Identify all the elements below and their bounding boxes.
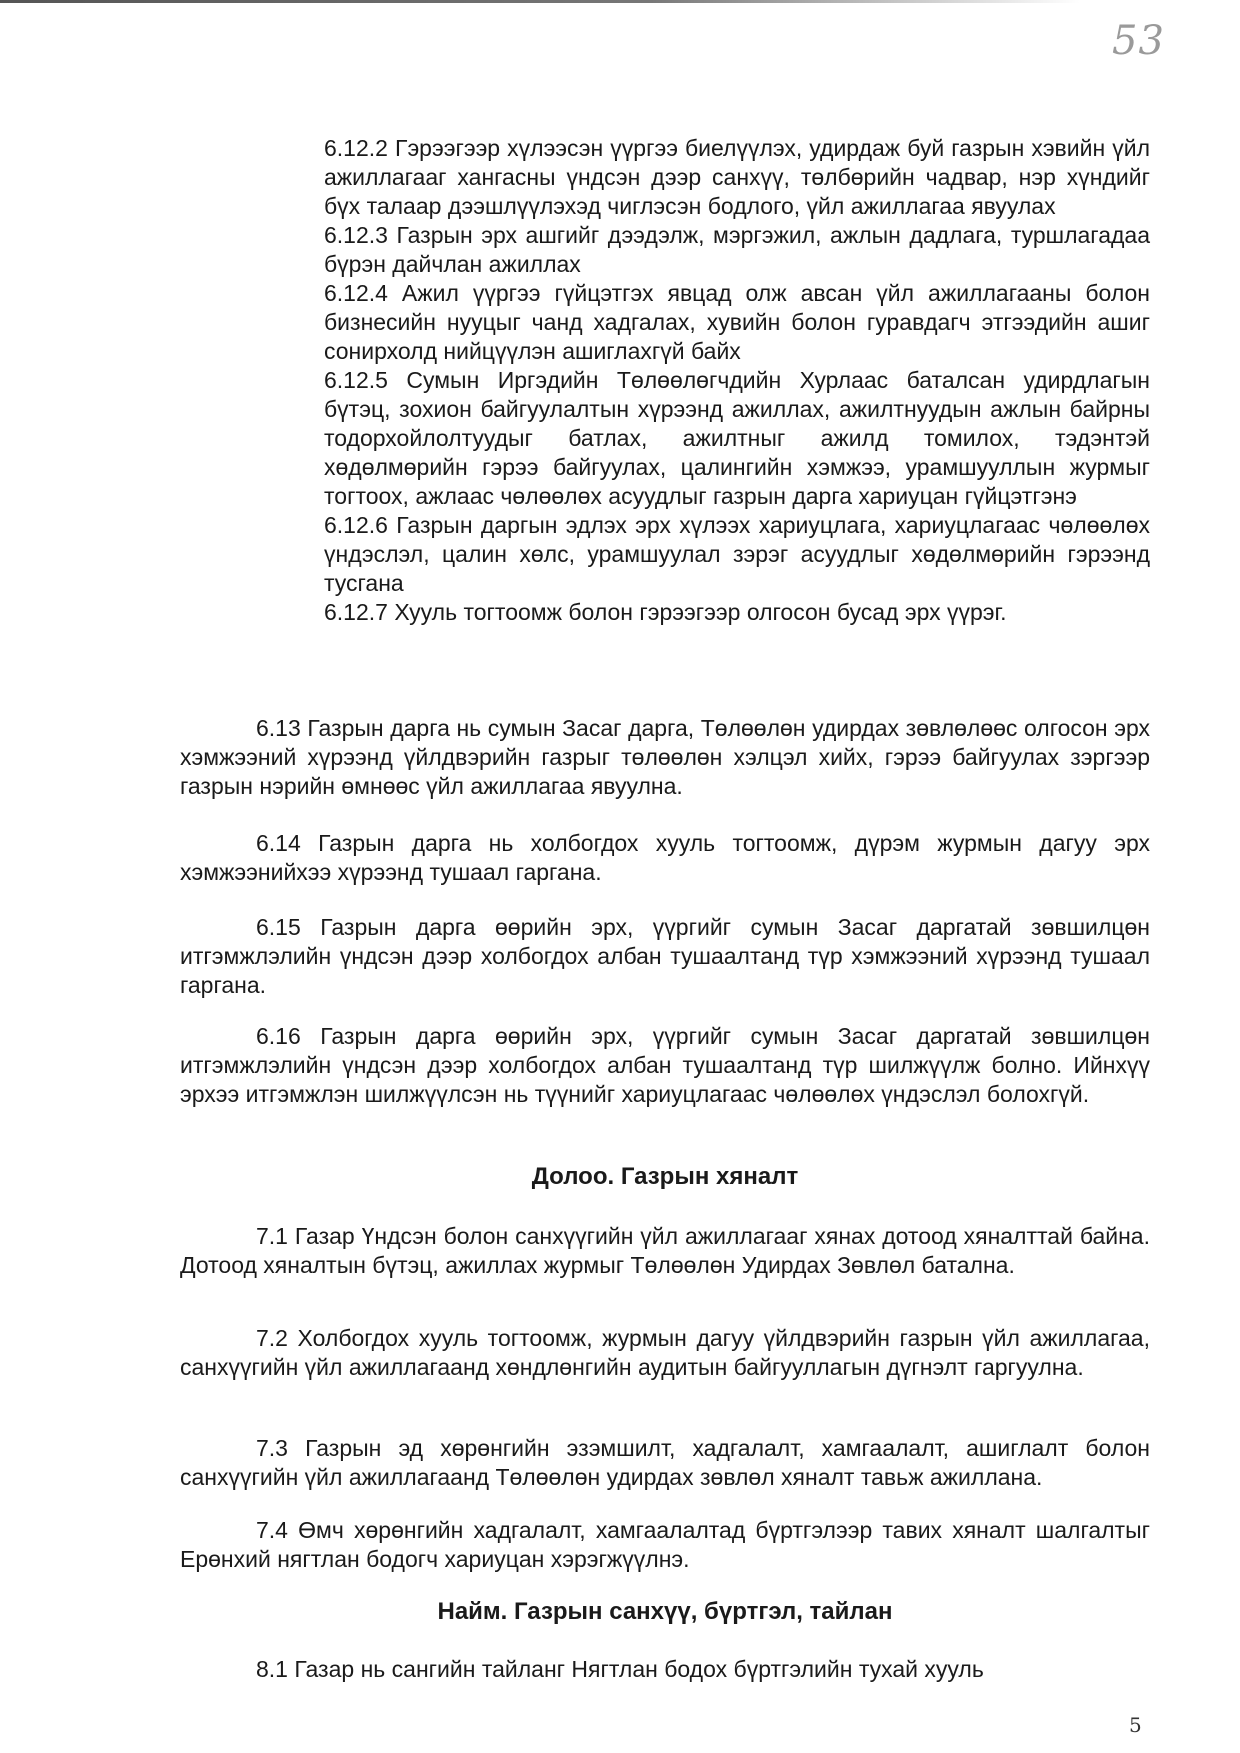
sub-item-6-12-3: 6.12.3 Газрын эрх ашгийг дээдэлж, мэргэжил, ажлын дадлага, туршлагадаа бүрэн дайчлан ажиллах [324, 222, 1150, 277]
paragraph-6-13 [180, 714, 1150, 801]
scan-top-edge [0, 0, 1080, 3]
paragraph-7-1-text: 7.1 Газар Үндсэн болон санхүүгийн үйл ажиллагааг хянах дотоод хяналттай байна. Дотоод хяналтын бүтэц, ажиллах журмыг Төлөөлөн Удирдах Зөвлөл батална. [180, 1223, 1150, 1278]
paragraph-7-2 [180, 1324, 1150, 1382]
paragraph-6-15 [180, 913, 1150, 1000]
sub-item-6-12-6: 6.12.6 Газрын даргын эдлэх эрх хүлээх хариуцлага, хариуцлагаас чөлөөлөх үндэслэл, цалин хөлс, урамшуулал зэрэг асуудлыг хөдөлмөрийн гэрээнд тусгана [324, 512, 1150, 596]
page-number: 5 [1129, 1713, 1142, 1737]
section-7-heading: Долоо. Газрын хяналт [531, 1163, 799, 1190]
paragraph-6-14-text: 6.14 Газрын дарга нь холбогдох хууль тогтоомж, дүрэм журмын дагуу эрх хэмжээнийхээ хүрээнд тушаал гаргана. [180, 830, 1150, 885]
sub-item-6-12-7: 6.12.7 Хууль тогтоомж болон гэрээгээр олгосон бусад эрх үүрэг. [324, 599, 1007, 625]
paragraph-6-13-text: 6.13 Газрын дарга нь сумын Засаг дарга, Төлөөлөн удирдах зөвлөлөөс олгосон эрх хэмжээний хүрээнд үйлдвэрийн газрыг төлөөлөн хэлцэл хийх, гэрээ байгуулах зэргээр газрын нэрийн өмнөөс үйл ажиллагаа явуулна. [180, 715, 1150, 799]
handwritten-page-number: 53 [1112, 18, 1165, 64]
sub-item-6-12-2: 6.12.2 Гэрээгээр хүлээсэн үүргээ биелүүлэх, удирдаж буй газрын хэвийн үйл ажиллагааг хангасны үндсэн дээр санхүү, төлбөрийн чадвар, нэр хүндийг бүх талаар дээшлүүлэхэд чиглэсэн бодлого, үйл ажиллагаа явуулах [324, 135, 1150, 219]
paragraph-7-3 [180, 1434, 1150, 1492]
paragraph-8-1 [180, 1655, 1150, 1684]
paragraph-6-14 [180, 829, 1150, 887]
paragraph-6-16-text: 6.16 Газрын дарга өөрийн эрх, үүргийг сумын Засаг даргатай зөвшилцөн итгэмжлэлийн үндсэн дээр холбогдох албан тушаалтанд түр шилжүүлж болно. Ийнхүү эрхээ итгэмжлэн шилжүүлсэн нь түүнийг хариуцлагаас чөлөөлөх үндэслэл болохгүй. [180, 1023, 1150, 1107]
paragraph-7-1 [180, 1222, 1150, 1280]
paragraph-7-3-text: 7.3 Газрын эд хөрөнгийн эзэмшилт, хадгалалт, хамгаалалт, ашиглалт болон санхүүгийн үйл ажиллагаанд Төлөөлөн удирдах зөвлөл хяналт тавьж ажиллана. [180, 1435, 1150, 1490]
sub-item-6-12-4: 6.12.4 Ажил үүргээ гүйцэтгэх явцад олж авсан үйл ажиллагааны болон бизнесийн нууцыг чанд хадгалах, хувийн болон гуравдагч этгээдийн ашиг сонирхолд нийцүүлэн ашиглахгүй байх [324, 280, 1150, 364]
paragraph-8-1-text: 8.1 Газар нь сангийн тайланг Нягтлан бодох бүртгэлийн тухай хууль [256, 1656, 984, 1682]
section-8-heading: Найм. Газрын санхүү, бүртгэл, тайлан [437, 1598, 893, 1625]
paragraph-7-4-text: 7.4 Өмч хөрөнгийн хадгалалт, хамгаалалтад бүртгэлээр тавих хяналт шалгалтыг Ерөнхий нягтлан бодогч хариуцан хэрэгжүүлнэ. [180, 1517, 1150, 1572]
sub-item-6-12-5: 6.12.5 Сумын Иргэдийн Төлөөлөгчдийн Хурлаас баталсан удирдлагын бүтэц, зохион байгуулалтын хүрээнд ажиллах, ажилтнуудын ажлын байрны тодорхойлолтуудыг батлах, ажилтныг ажилд томилох, тэдэнтэй хөдөлмөрийн гэрээ байгуулах, цалингийн хэмжээ, урамшууллын журмыг тогтоох, ажлаас чөлөөлөх асуудлыг газрын дарга хариуцан гүйцэтгэнэ [324, 367, 1150, 509]
paragraph-7-2-text: 7.2 Холбогдох хууль тогтоомж, журмын дагуу үйлдвэрийн газрын үйл ажиллагаа, санхүүгийн үйл ажиллагаанд хөндлөнгийн аудитын байгууллагын дүгнэлт гаргуулна. [180, 1325, 1150, 1380]
sub-item-list [324, 134, 1150, 627]
paragraph-6-16 [180, 1022, 1150, 1109]
paragraph-6-15-text: 6.15 Газрын дарга өөрийн эрх, үүргийг сумын Засаг даргатай зөвшилцөн итгэмжлэлийн үндсэн дээр холбогдох албан тушаалтанд түр хэмжээний хүрээнд тушаал гаргана. [180, 914, 1150, 998]
paragraph-7-4 [180, 1516, 1150, 1574]
